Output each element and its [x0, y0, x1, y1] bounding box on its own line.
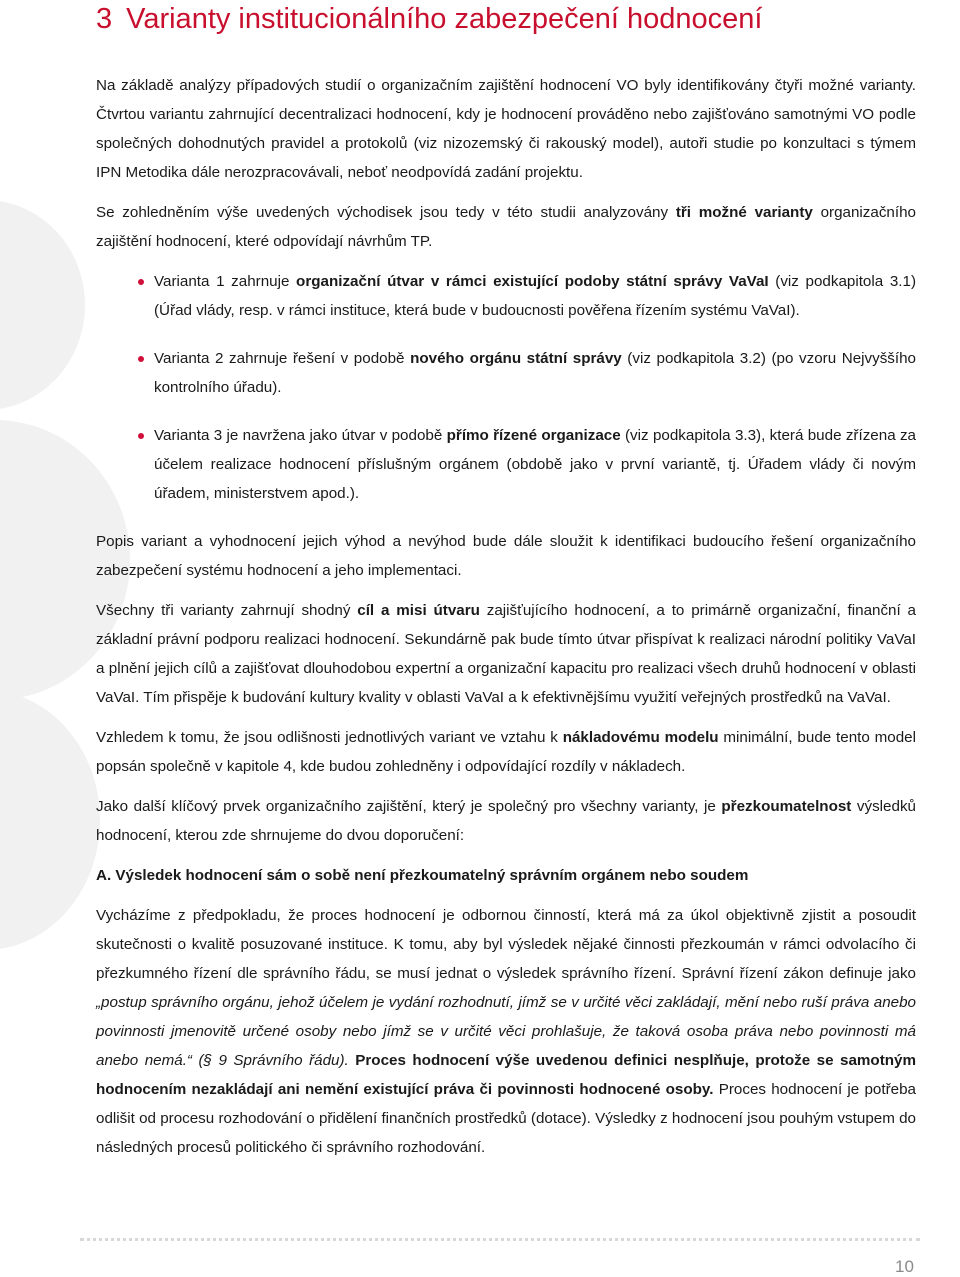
list-item-text [154, 273, 916, 319]
paragraph [96, 901, 916, 1162]
footer-dotted-line [80, 1238, 920, 1241]
bold-text: nového orgánu státní správy [410, 350, 622, 367]
paragraph [96, 792, 916, 850]
section-title-text: Varianty institucionálního zabezpečení hodnocení [126, 3, 763, 35]
body-content [96, 71, 916, 1173]
text-run: Popis variant a vyhodnocení jejich výhod a nevýhod bude dále sloužit k identifikaci budoucího řešení organizačního zabezpečení systému hodnocení a jeho implementaci. [96, 533, 916, 579]
text-run: (viz podkapitola 3.2) (po vzoru Nejvyššího kontrolního úřadu). [154, 350, 917, 396]
bullet-icon [138, 356, 144, 362]
bold-text: přezkoumatelnost [721, 798, 852, 815]
text-run: Všechny tři varianty zahrnují shodný [96, 602, 358, 619]
text-run: minimální, bude tento model popsán společně v kapitole 4, kde budou zohledněny i odpovídající rozdíly v nákladech. [96, 729, 916, 775]
text-run: (viz podkapitola 3.3), která bude zřízena za účelem realizace hodnocení příslušným orgánem (obdobě jako v první variantě, tj. Úřadem vlády či novým úřadem, ministerstvem apod.). [154, 427, 916, 502]
bullet-icon [138, 433, 144, 439]
text-run: Na základě analýzy případových studií o organizačním zajištění hodnocení VO byly identifikovány čtyři možné varianty. Čtvrtou variantu zahrnující decentralizaci hodnocení, kdy je hodnocení prováděno nebo zajišťováno samotnými VO podle společných dohodnutých pravidel a protokolů (viz nizozemský či rakouský model), autoři studie po konzultaci s týmem IPN Metodika dále nerozpracovávali, neboť neodpovídá zadání projektu. [96, 77, 916, 181]
list-item [96, 421, 916, 508]
bullet-icon [138, 279, 144, 285]
text-run: Proces hodnocení je potřeba odlišit od procesu rozhodování o přidělení finančních prostředků (dotace). Výsledky z hodnocení jsou pouhým vstupem do následných procesů politického či správního rozhodování. [96, 1081, 917, 1156]
bold-text: organizační útvar v rámci existující podoby státní správy VaVaI [296, 273, 769, 290]
italic-text: „postup správního orgánu, jehož účelem je vydání rozhodnutí, jímž se v určité věci zakládají, mění nebo ruší práva anebo povinnosti jmenovitě určené osoby nebo jímž se v určité věci prohlašuje, že taková osoba práva nebo povinnosti má anebo nemá.“ (§ 9 Správního řádu). [96, 994, 916, 1069]
bold-text: přímo řízené organizace [446, 427, 621, 444]
page-number: 10 [895, 1257, 914, 1276]
bold-text: Proces hodnocení výše uvedenou definici nesplňuje, protože se samotným hodnocením nezakládají ani nemění existující práva či povinnosti hodnocené osoby. [96, 1052, 916, 1098]
subheading: A. Výsledek hodnocení sám o sobě není přezkoumatelný správním orgánem nebo soudem [96, 867, 749, 884]
text-run: Varianta 3 je navržena jako útvar v podobě [154, 427, 447, 444]
paragraph [96, 596, 916, 712]
paragraph [96, 198, 916, 256]
paragraph [96, 71, 916, 187]
variant-list [96, 267, 916, 508]
bold-text: nákladovému modelu [562, 729, 719, 746]
text-run: zajišťujícího hodnocení, a to primárně organizační, finanční a základní právní podporu realizaci hodnocení. Sekundárně pak bude tímto útvar přispívat k realizaci národní politiky VaVaI a plnění jejich cílů a zajišťovat dlouhodobou expertní a organizační kapacitu pro realizaci všech druhů hodnocení v oblasti VaVaI. Tím přispěje k budování kultury kvality v oblasti VaVaI a k efektivnějšímu využití veřejných prostředků na VaVaI. [96, 602, 917, 706]
list-item [96, 344, 916, 402]
text-run: (viz podkapitola 3.1) (Úřad vlády, resp. v rámci instituce, která bude v budoucnosti pověřena řízením systému VaVaI). [154, 273, 916, 319]
text-run: organizačního zajištění hodnocení, které odpovídají návrhům TP. [96, 204, 916, 250]
text-run: Varianta 1 zahrnuje [154, 273, 297, 290]
bold-text: cíl a misi útvaru [357, 602, 480, 619]
text-run: Se zohledněním výše uvedených východisek jsou tedy v této studii analyzovány [96, 204, 676, 221]
bold-text: tři možné varianty [675, 204, 813, 221]
section-title [96, 2, 762, 36]
text-run: Jako další klíčový prvek organizačního zajištění, který je společný pro všechny varianty, je [96, 798, 722, 815]
paragraph [96, 527, 916, 585]
list-item-text [154, 427, 916, 502]
list-item [96, 267, 916, 325]
text-run: Vycházíme z předpokladu, že proces hodnocení je odbornou činností, která má za úkol objektivně zjistit a posoudit skutečnosti o kvalitě posuzované instituce. K tomu, aby byl výsledek nějaké činnosti přezkoumán v rámci odvolacího či přezkumného řízení dle správního řádu, se musí jednat o výsledek správního řízení. Správní řízení zákon definuje jako [96, 907, 916, 982]
paragraph [96, 723, 916, 781]
list-item-text [154, 350, 916, 396]
text-run: Varianta 2 zahrnuje řešení v podobě [154, 350, 411, 367]
section-number: 3 [96, 3, 113, 35]
text-run: výsledků hodnocení, kterou zde shrnujeme do dvou doporučení: [96, 798, 916, 844]
text-run: Vzhledem k tomu, že jsou odlišnosti jednotlivých variant ve vztahu k [96, 729, 563, 746]
